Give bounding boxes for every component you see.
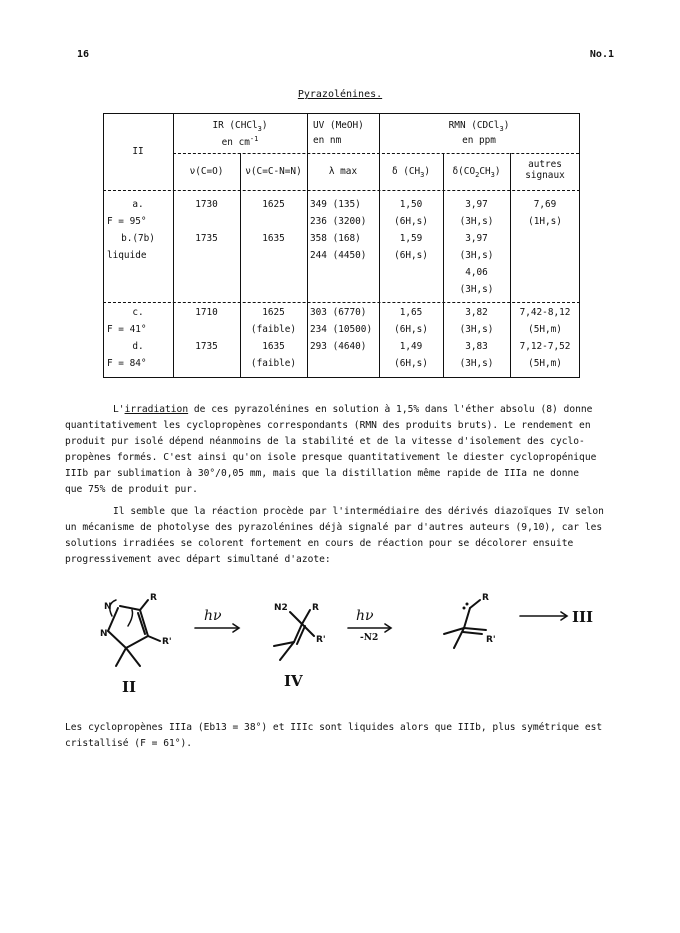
row-c-ester: 3,82 — [465, 307, 488, 318]
row-a-ester-mult: (3H,s) — [459, 216, 494, 227]
row-a-co: 1730 — [195, 199, 218, 210]
gem-methyl-1 — [116, 648, 126, 666]
row-b-co: 1735 — [195, 233, 218, 244]
bond-R-1 — [140, 600, 148, 610]
row-d-mp: F = 84° — [107, 358, 147, 369]
row-d-ester: 3,83 — [465, 341, 488, 352]
row-d-ch3-mult: (6H,s) — [394, 358, 428, 369]
uv-units: en nm — [313, 135, 342, 146]
col-header-dch3: δ $(CH_3)$ — [391, 166, 431, 179]
row-b-ester-mult: (3H,s) — [459, 250, 494, 261]
para1-line-1: L'irradiation de ces pyrazolénines en solution à 1,5% dans l'éther absolu (8) donne — [113, 404, 593, 415]
para1-line-6: que 75% de produit pur. — [65, 484, 198, 495]
row-b-ester2-mult: (3H,s) — [459, 284, 494, 295]
row-c-label: c. — [132, 307, 144, 318]
carbene-bond — [464, 608, 470, 628]
ring-bond-3 — [126, 636, 148, 648]
reaction-scheme — [90, 586, 610, 696]
paragraph-mechanism — [65, 504, 605, 568]
row-d-ch3: 1,49 — [399, 341, 423, 352]
row-c-ch3: 1,65 — [399, 307, 423, 318]
para1-line-2: quantitativement les cyclopropènes correspondants (RMN des produits bruts). Le rendement en — [65, 420, 591, 431]
gem-methyl-2 — [126, 648, 140, 666]
row-a-mp: F = 95° — [107, 216, 147, 227]
row-c-uv2: 234 (10500) — [310, 324, 373, 335]
row-c-ch3-mult: (6H,s) — [394, 324, 428, 335]
para3-line-2: cristallisé (F = 61°). — [65, 738, 193, 749]
para1-line-5: IIIb par sublimation à 30°/0,05 mm, mais que la distillation même rapide de IIIa ne donne — [65, 468, 580, 479]
row-d-autres: 7,12-7,52 — [519, 341, 571, 352]
bond-R-3 — [470, 600, 480, 608]
row-a-label: a. — [132, 199, 144, 210]
compound-IV-label: IV — [284, 672, 303, 690]
carbene-dot — [466, 603, 469, 606]
col-header-dco2ch3: $\delta(CO_2CH_3)$ — [452, 166, 501, 179]
ring-bond-5 — [120, 606, 140, 610]
para2-line-2: un mécanisme de photolyse des pyrazolénines déjà signalé par d'autres auteurs (9,10), car les — [65, 522, 603, 533]
col-header-compound: II — [132, 146, 144, 157]
row-b-uv2: 244 (4450) — [310, 250, 367, 261]
row-b-ccnn: 1635 — [262, 233, 285, 244]
row-d-label: d. — [132, 341, 144, 352]
row-b-label: b.(7b) — [121, 233, 155, 244]
row-c-autres: 7,42-8,12 — [519, 307, 571, 318]
ring-n2-label: N — [100, 629, 108, 639]
ring-bond-2 — [108, 631, 126, 648]
diazo-bond — [290, 612, 302, 624]
arrow-1-label: hν — [204, 608, 222, 624]
n2-label: N2 — [274, 603, 288, 613]
row-b-uv1: 358 (168) — [310, 233, 361, 244]
compound-III-label: III — [572, 608, 594, 626]
para2-line-1: Il semble que la réaction procède par l'intermédiaire des dérivés diazoïques IV selon — [113, 506, 604, 517]
bond-Rp-3 — [464, 628, 486, 630]
row-b-ester2: 4,06 — [465, 267, 488, 278]
row-a-uv1: 349 (135) — [310, 199, 361, 210]
row-d-ccnn: 1635 — [262, 341, 285, 352]
row-b-state: liquide — [107, 250, 147, 261]
rmn-header: RMN (CDCl$_3$) — [448, 120, 510, 133]
arrow-2-label: hν — [356, 608, 374, 624]
substituent-R-1: R — [150, 593, 157, 603]
uv-header: UV (MeOH) — [313, 120, 364, 131]
rmn-units: en ppm — [462, 135, 496, 146]
para2-line-3: solutions irradiées se colorent fortement en cours de réaction pour se décolorer ensuite — [65, 538, 574, 549]
para2-line-4: progressivement avec départ simultané d'azote: — [65, 554, 331, 565]
row-c-uv1: 303 (6770) — [310, 307, 367, 318]
substituent-Rp-2: R' — [316, 635, 326, 645]
row-d-co: 1735 — [195, 341, 218, 352]
row-d-ccnn-note: (faible) — [250, 358, 297, 369]
row-b-ch3-mult: (6H,s) — [394, 250, 428, 261]
carbene-dot-2 — [463, 607, 466, 610]
col-header-co: ν(C=O) — [189, 166, 224, 177]
row-c-ccnn-note: (faible) — [250, 324, 297, 335]
row-c-autres-mult: (5H,m) — [528, 324, 562, 335]
row-b-ester: 3,97 — [465, 233, 488, 244]
col-header-ccnn: ν(C=C-N=N) — [245, 166, 302, 177]
ir-header: IR (CHCl$_3$) — [212, 120, 268, 133]
row-c-co: 1710 — [195, 307, 218, 318]
section-title: Pyrazolénines. — [297, 89, 383, 100]
para1-line-3: produit pur isolé dépend néanmoins de la stabilité et de la vitesse d'isolement des cyclo- — [65, 436, 585, 447]
col-header-autres: autres signaux — [525, 159, 565, 181]
row-a-autres-mult: (1H,s) — [528, 216, 562, 227]
col-header-lambda-max: λ max — [328, 166, 358, 177]
row-b-ch3: 1,59 — [399, 233, 423, 244]
row-c-mp: F = 41° — [107, 324, 147, 335]
substituent-R-3: R — [482, 593, 489, 603]
row-a-ccnn: 1625 — [262, 199, 285, 210]
row-a-ester: 3,97 — [465, 199, 488, 210]
row-c-ccnn: 1625 — [262, 307, 285, 318]
ir-units: en $cm^{-1}$ — [221, 135, 259, 149]
row-d-autres-mult: (5H,m) — [528, 358, 562, 369]
para1-line-4: propènes formés. C'est ainsi qu'on isole presque quantitativement le diester cyclopropénique — [65, 452, 597, 463]
row-a-autres: 7,69 — [533, 199, 557, 210]
row-d-ester-mult: (3H,s) — [459, 358, 494, 369]
spectra-table — [103, 113, 580, 378]
ring-n1-label: N — [104, 602, 112, 612]
row-a-ch3: 1,50 — [399, 199, 423, 210]
para3-line-1: Les cyclopropènes IIIa (Eb13 = 38°) et IIIc sont liquides alors que IIIb, plus symétrique est — [65, 722, 603, 733]
compound-II-label: II — [122, 678, 137, 696]
arrow-2-sublabel: -N2 — [360, 633, 379, 643]
page-number: 16 — [77, 49, 90, 60]
electron-arrow-2 — [128, 610, 133, 626]
issue-number: No.1 — [589, 49, 614, 60]
carbene-double-bond — [463, 632, 482, 634]
paragraph-cyclopropenes — [65, 720, 605, 752]
row-c-ester-mult: (3H,s) — [459, 324, 494, 335]
row-a-uv2: 236 (3200) — [310, 216, 367, 227]
row-a-ch3-mult: (6H,s) — [394, 216, 428, 227]
bond-R-2 — [302, 610, 310, 624]
row-d-uv1: 293 (4640) — [310, 341, 367, 352]
substituent-Rp-3: R' — [486, 635, 496, 645]
bond-Rp-1 — [148, 636, 160, 641]
substituent-Rp-1: R' — [162, 637, 172, 647]
substituent-R-2: R — [312, 603, 319, 613]
paragraph-irradiation — [65, 402, 605, 498]
